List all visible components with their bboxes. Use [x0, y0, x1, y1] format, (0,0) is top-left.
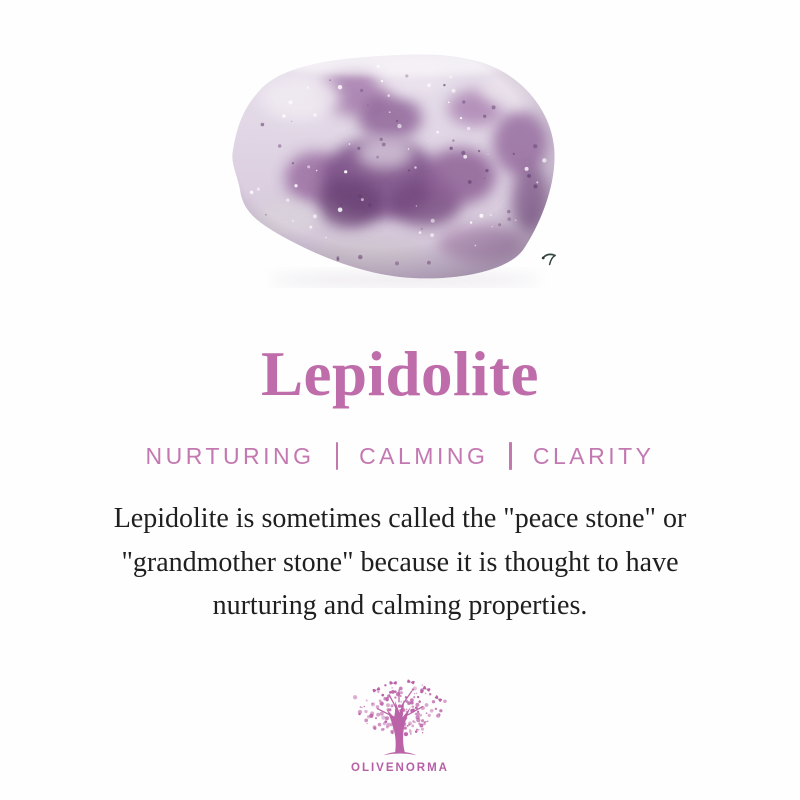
trait-calming: CALMING [359, 442, 489, 469]
debris-speck [541, 252, 561, 272]
trait-separator-bar [336, 442, 339, 470]
brand-name-text: OLIVENORMA [351, 762, 449, 774]
trait-clarity: CLARITY [532, 442, 655, 469]
lepidolite-stone-image [225, 48, 565, 288]
description-line-2: "grandmother stone" because it is thought to have [121, 546, 679, 578]
page-title: Lepidolite [260, 339, 539, 409]
description-text [0, 497, 800, 628]
tree-icon [351, 678, 449, 758]
stone-illustration [225, 48, 565, 288]
traits-row [0, 442, 800, 470]
trait-separator-bar [509, 442, 512, 470]
description-line-3: nurturing and calming properties. [212, 590, 588, 621]
trait-nurturing: NURTURING [145, 442, 315, 469]
brand-logo [0, 678, 800, 774]
description-line-1: Lepidolite is sometimes called the "peace stone" or [113, 503, 687, 534]
